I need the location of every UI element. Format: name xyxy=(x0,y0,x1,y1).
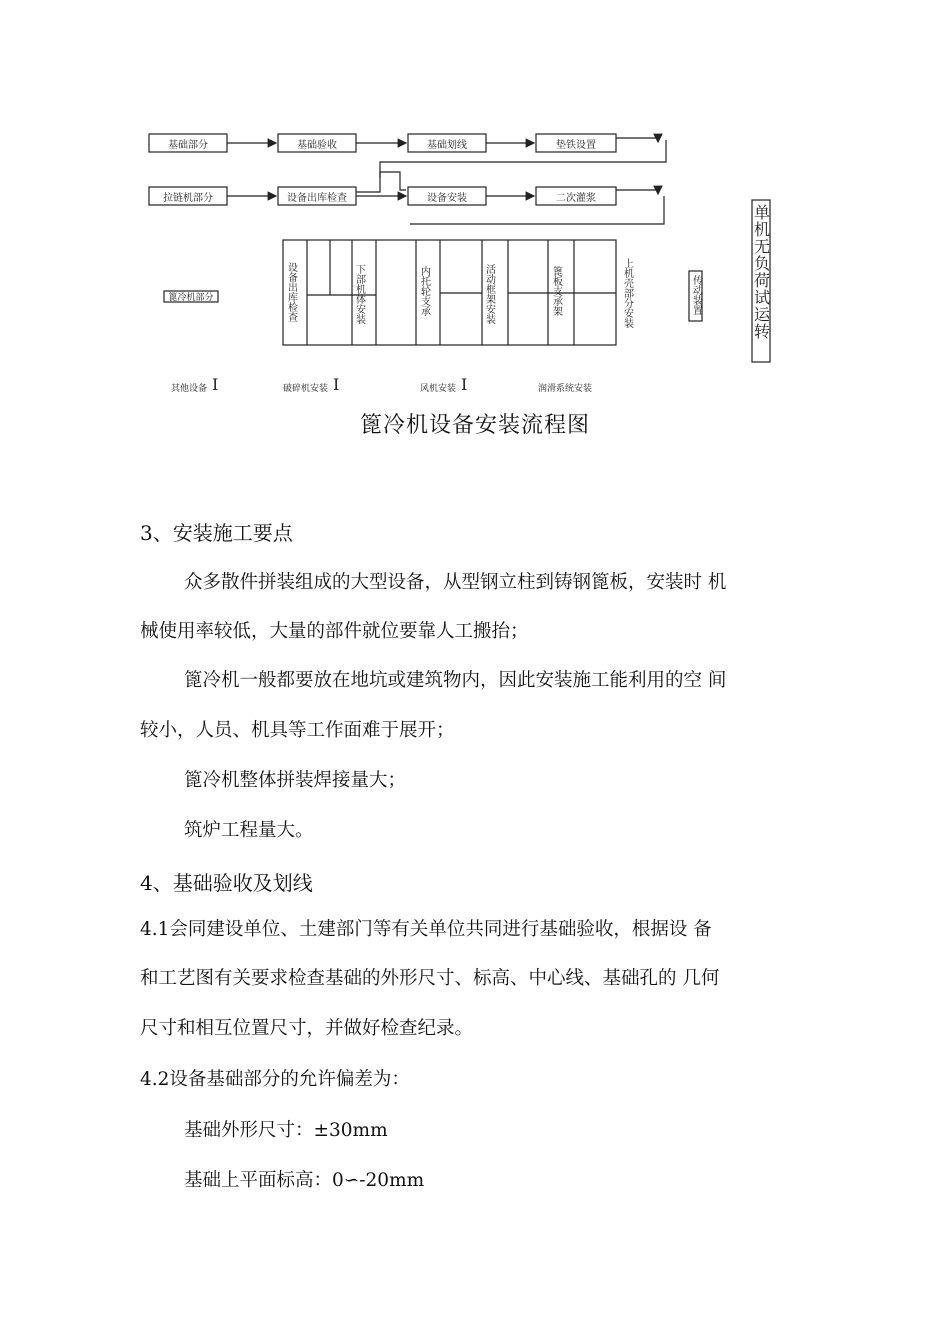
section-3-p2-line2: 较小，人员、机具等工作面难于展开； xyxy=(140,720,455,741)
section-4-2: 4.2设备基础部分的允许偏差为： xyxy=(140,1069,410,1090)
drive-device-label: 传动装置 xyxy=(690,275,702,315)
flow-box-foundation-marking-label: 基础划线 xyxy=(427,140,467,151)
bottom-item-fan: 风机安装 xyxy=(420,384,457,394)
flowchart xyxy=(0,0,950,400)
section-3-p1-line2: 械使用率较低，大量的部件就位要靠人工搬抬； xyxy=(140,621,529,642)
section-4-1-line3: 尺寸和相互位置尺寸，并做好检查纪录。 xyxy=(140,1018,474,1039)
section-4-1-line2: 和工艺图有关要求检查基础的外形尺寸、标高、中心线、基础孔的 几何 xyxy=(140,968,720,989)
bottom-item-other-mark: I xyxy=(212,375,219,394)
section-3-p3: 篦冷机整体拼装焊接量大； xyxy=(184,770,407,791)
bottom-item-crusher-mark: I xyxy=(333,375,340,394)
section-3-p4: 筑炉工程量大。 xyxy=(184,820,314,841)
grid-col-label-roller: 内托轮支承 xyxy=(418,266,430,316)
test-run-label: 单机无负荷试运转 xyxy=(751,204,771,340)
section-4-heading: 4、基础验收及划线 xyxy=(140,871,313,895)
flow-box-foundation-label: 基础部分 xyxy=(168,140,208,151)
flow-box-foundation-acceptance-label: 基础验收 xyxy=(297,140,337,151)
grid-col-label-inspection: 设备出库检查 xyxy=(285,262,297,322)
section-3-p1-line1: 众多散件拼装组成的大型设备，从型钢立柱到铸钢篦板，安装时 机 xyxy=(184,572,727,593)
grid-col-label-upper-casing: 上机壳部分安装 xyxy=(621,258,633,328)
flow-box-chain-machine-label: 拉链机部分 xyxy=(163,193,213,204)
flow-box-secondary-grouting-label: 二次灌浆 xyxy=(556,193,596,204)
grid-col-label-lower-body: 下部机体安装 xyxy=(353,264,365,324)
tolerance-outline: 基础外形尺寸：±30mm xyxy=(184,1120,388,1141)
grid-col-label-plate-support: 篦板支承架 xyxy=(550,266,562,316)
section-3-heading: 3、安装施工要点 xyxy=(140,521,293,545)
flow-box-shim-setting-label: 垫铁设置 xyxy=(556,140,596,151)
grid-col-label-frame: 活动框架安装 xyxy=(483,264,495,324)
flow-box-equipment-installation-label: 设备安装 xyxy=(427,193,467,204)
bottom-item-crusher: 破碎机安装 xyxy=(283,384,329,394)
section-4-1-line1: 4.1会同建设单位、土建部门等有关单位共同进行基础验收，根据设 备 xyxy=(140,919,712,940)
cooler-section-label: 篦冷机部分 xyxy=(168,293,214,303)
bottom-item-lubrication: 润滑系统安装 xyxy=(538,384,593,394)
flow-box-equipment-inspection-label: 设备出库检查 xyxy=(287,193,347,204)
section-3-p2-line1: 篦冷机一般都要放在地坑或建筑物内，因此安装施工能利用的空 间 xyxy=(184,670,727,691)
diagram-caption: 篦冷机设备安装流程图 xyxy=(359,413,590,438)
installation-grid xyxy=(283,240,616,345)
tolerance-elevation: 基础上平面标高：0∽-20mm xyxy=(184,1170,425,1191)
bottom-item-fan-mark: I xyxy=(461,375,468,394)
bottom-item-other: 其他设备 xyxy=(171,384,208,394)
